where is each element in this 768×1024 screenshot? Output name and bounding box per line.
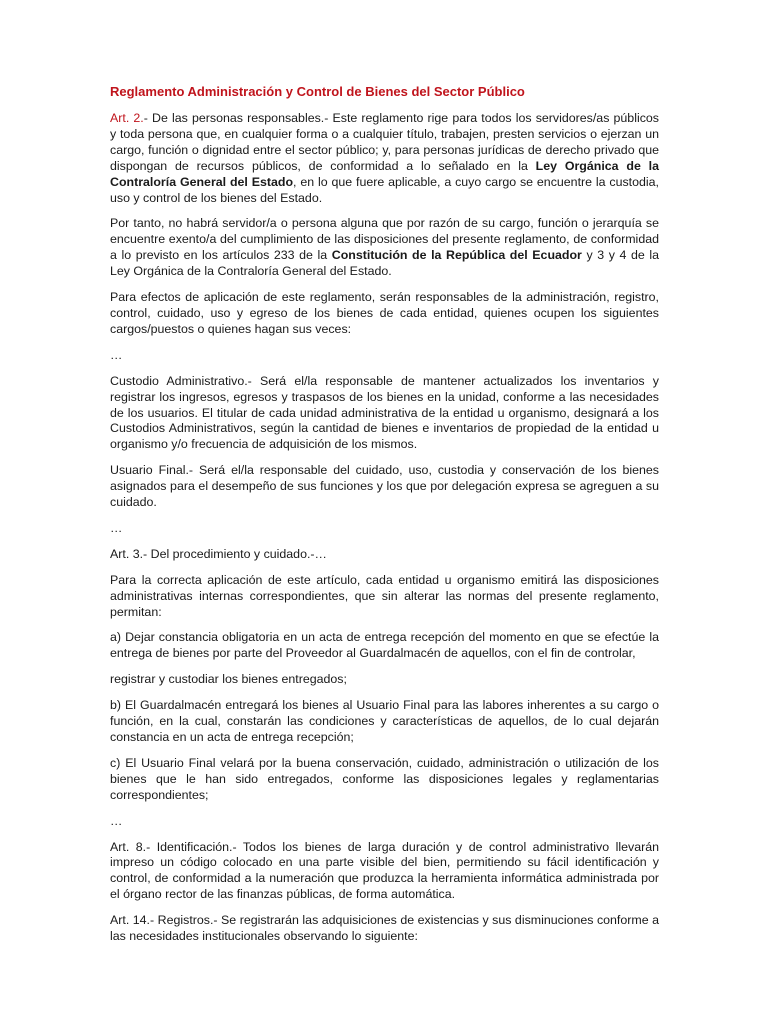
paragraph-usuario-final: Usuario Final.- Será el/la responsable del cuidado, uso, custodia y conservación de los bienes asignados para el desempeño de sus funciones y los que por delegación expresa se agreguen a su cuidado. <box>110 463 659 510</box>
paragraph-text: - De las personas responsables.- Este reglamento rige para todos los servidores/as públicos y toda persona que, en cualquier forma o a cualquier título, trabajen, presten servicios o ejerzan un cargo, función o dignidad entre el sector público; y, para personas jurídicas de derecho privado que dispongan de recursos públicos, de conformidad a lo señalado en la <box>110 111 659 173</box>
paragraph-text: , en lo que fuere aplicable, a cuyo cargo se encuentre la custodia, uso y control de los bienes del Estado. <box>110 174 659 205</box>
paragraph-item-c: c) El Usuario Final velará por la buena conservación, cuidado, administración o utilización de los bienes que le han sido entregados, conforme las disposiciones legales y reglamentarias correspondientes; <box>110 755 659 802</box>
paragraph-responsables: Para efectos de aplicación de este reglamento, serán responsables de la administración, registro, control, cuidado, uso y egreso de los bienes de cada entidad, quienes ocupen los siguientes cargos/puestos o quienes hagan sus veces: <box>110 290 659 336</box>
paragraph-aplicacion: Para la correcta aplicación de este artículo, cada entidad u organismo emitirá las disposiciones administrativas internas correspondientes, que sin alterar las normas del presente reglamento, permitan: <box>110 572 659 619</box>
paragraph-item-b: b) El Guardalmacén entregará los bienes al Usuario Final para las labores inherentes a su cargo o función, en la cual, constarán las condiciones y características de aquellos, de lo cual dejarán constancia en un acta de entrega recepción; <box>110 698 659 744</box>
paragraph-por-tanto <box>110 216 659 280</box>
paragraph-text: Por tanto, no habrá servidor/a o persona alguna que por razón de su cargo, función o jerarquía se encuentre exento/a del cumplimiento de las disposiciones del presente reglamento, de conformidad a lo previsto en los artículos 233 de la <box>110 216 659 263</box>
law-reference: Ley Orgánica de la Contraloría General del Estado <box>110 158 659 189</box>
paragraph-art-3: Art. 3.- Del procedimiento y cuidado.-… <box>110 546 327 561</box>
paragraph-text: y 3 y 4 de la Ley Orgánica de la Contraloría General del Estado. <box>110 248 659 279</box>
constitution-reference: Constitución de la República del Ecuador <box>331 248 582 263</box>
paragraph-art-14: Art. 14.- Registros.- Se registrarán las adquisiciones de existencias y sus disminuciones conforme a las necesidades institucionales observando lo siguiente: <box>110 913 659 944</box>
paragraph-custodio: Custodio Administrativo.- Será el/la responsable de mantener actualizados los inventarios y registrar los ingresos, egresos y traspasos de los bienes en la unidad, conforme a las necesidades de los usuarios. El titular de cada unidad administrativa de la entidad u organismo, designará a los Custodios Administrativos, según la cantidad de bienes e inventarios de propiedad de la entidad u organismo y/o frecuencia de adquisición de los mismos. <box>110 373 659 452</box>
paragraph-registrar: registrar y custodiar los bienes entregados; <box>110 672 347 687</box>
paragraph-art-2 <box>110 111 659 206</box>
ellipsis: … <box>110 520 123 535</box>
paragraph-item-a: a) Dejar constancia obligatoria en un acta de entrega recepción del momento en que se efectúe la entrega de bienes por parte del Proveedor al Guardalmacén de aquellos, con el fin de controlar, <box>110 630 659 661</box>
ellipsis: … <box>110 347 123 362</box>
ellipsis: … <box>110 813 123 828</box>
paragraph-art-8: Art. 8.- Identificación.- Todos los bienes de larga duración y de control administrativo llevarán impreso un código colocado en una parte visible del bien, permitiendo su fácil identificación y control, de conformidad a la numeración que produzca la herramienta informática administrada por el órgano rector de las finanzas públicas, de forma automática. <box>110 839 659 902</box>
document-title: Reglamento Administración y Control de Bienes del Sector Público <box>110 84 525 99</box>
article-number: Art. 2. <box>110 111 144 125</box>
